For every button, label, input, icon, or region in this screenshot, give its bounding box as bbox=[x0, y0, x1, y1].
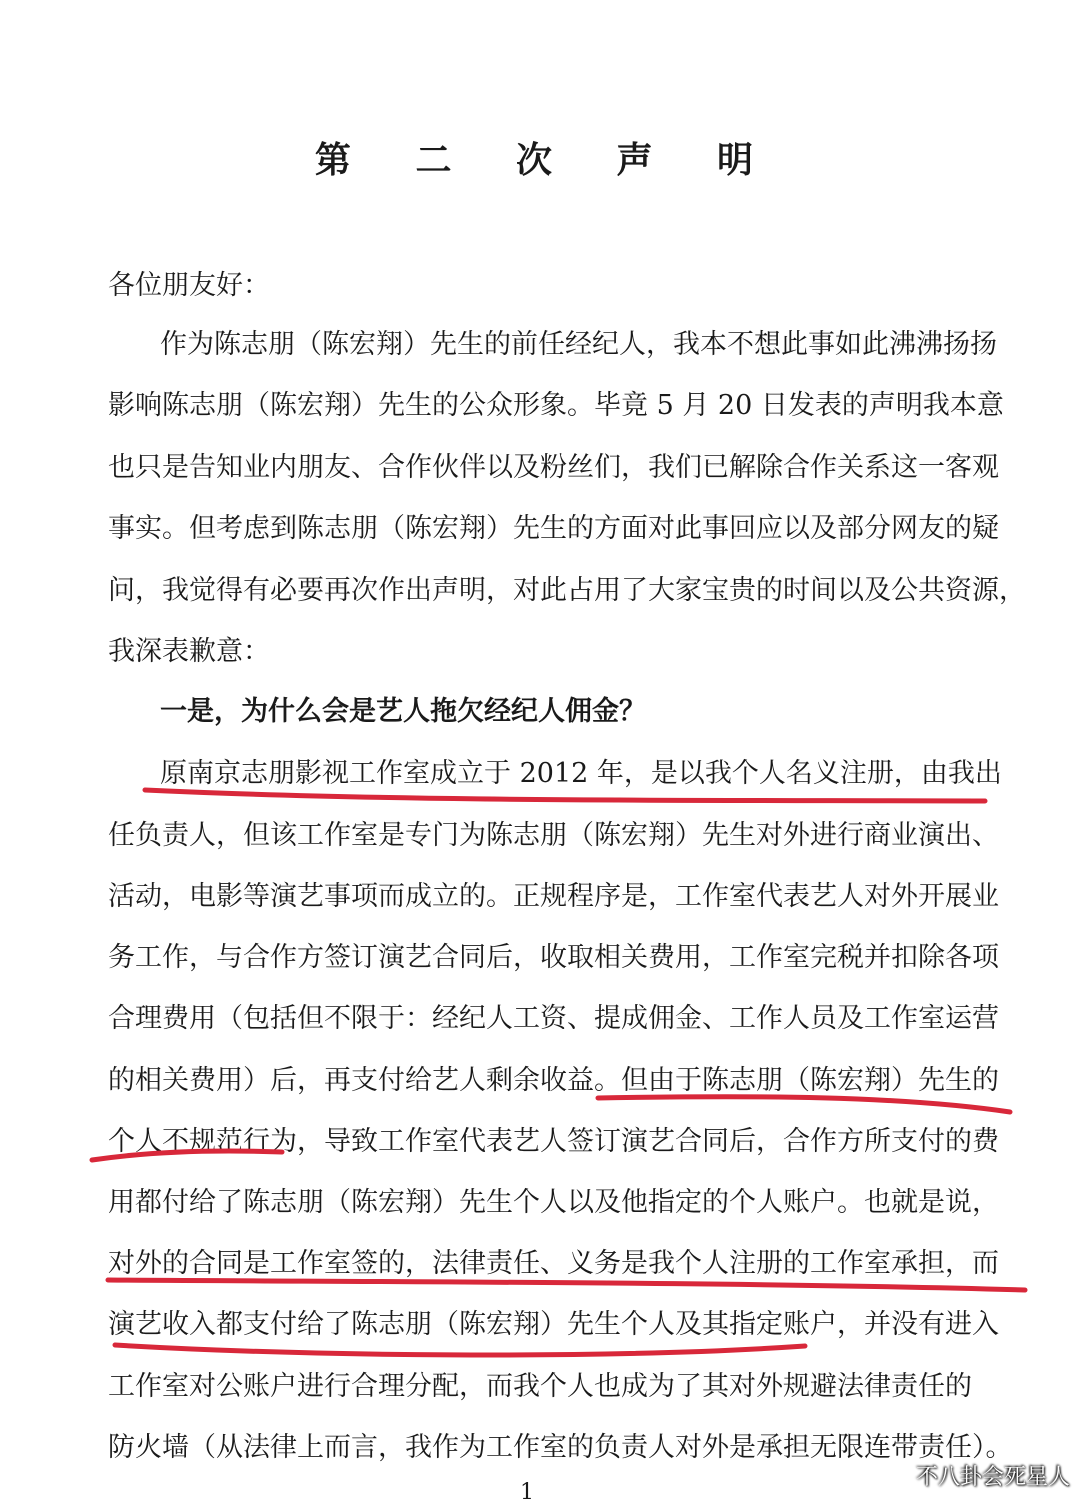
paragraph-line: 也只是告知业内朋友、合作伙伴以及粉丝们，我们已解除合作关系这一客观 bbox=[108, 452, 999, 483]
paragraph-line: 作为陈志朋（陈宏翔）先生的前任经纪人，我本不想此事如此沸沸扬扬 bbox=[160, 329, 997, 360]
document-title: 第 二 次 声 明 bbox=[314, 139, 780, 181]
underline-stroke bbox=[108, 1280, 1025, 1290]
section-heading: 一是，为什么会是艺人拖欠经纪人佣金？ bbox=[160, 696, 646, 727]
paragraph-line: 影响陈志朋（陈宏翔）先生的公众形象。毕竟 5 月 20 日发表的声明我本意 bbox=[108, 390, 1004, 421]
underline-stroke bbox=[92, 1151, 282, 1160]
underline-stroke bbox=[598, 1097, 1010, 1112]
section-line: 的相关费用）后，再支付给艺人剩余收益。但由于陈志朋（陈宏翔）先生的 bbox=[108, 1065, 999, 1096]
section-line: 务工作，与合作方签订演艺合同后，收取相关费用，工作室完税并扣除各项 bbox=[108, 942, 999, 973]
section-line: 活动，电影等演艺事项而成立的。正规程序是，工作室代表艺人对外开展业 bbox=[108, 881, 999, 912]
section-line: 任负责人，但该工作室是专门为陈志朋（陈宏翔）先生对外进行商业演出、 bbox=[108, 820, 999, 851]
section-line: 个人不规范行为，导致工作室代表艺人签订演艺合同后，合作方所支付的费 bbox=[108, 1126, 999, 1157]
section-line: 用都付给了陈志朋（陈宏翔）先生个人以及他指定的个人账户。也就是说， bbox=[108, 1187, 999, 1218]
paragraph-line: 事实。但考虑到陈志朋（陈宏翔）先生的方面对此事回应以及部分网友的疑 bbox=[108, 513, 999, 544]
underline-stroke bbox=[115, 1345, 805, 1355]
paragraph-line: 我深表歉意： bbox=[108, 636, 270, 667]
section-line: 防火墙（从法律上而言，我作为工作室的负责人对外是承担无限连带责任）。 bbox=[108, 1432, 1013, 1463]
section-line: 原南京志朋影视工作室成立于 2012 年，是以我个人名义注册，由我出 bbox=[160, 758, 1002, 789]
underline-stroke bbox=[145, 790, 985, 801]
section-line: 合理费用（包括但不限于：经纪人工资、提成佣金、工作人员及工作室运营 bbox=[108, 1003, 999, 1034]
section-line: 对外的合同是工作室签的，法律责任、义务是我个人注册的工作室承担，而 bbox=[108, 1248, 999, 1279]
page-number: 1 bbox=[520, 1480, 534, 1505]
greeting: 各位朋友好： bbox=[108, 270, 270, 301]
watermark-text: 不八卦会死星人 bbox=[915, 1465, 1070, 1490]
section-line: 演艺收入都支付给了陈志朋（陈宏翔）先生个人及其指定账户，并没有进入 bbox=[108, 1309, 999, 1340]
section-line: 工作室对公账户进行合理分配，而我个人也成为了其对外规避法律责任的 bbox=[108, 1371, 972, 1402]
paragraph-line: 问，我觉得有必要再次作出声明，对此占用了大家宝贵的时间以及公共资源， bbox=[108, 575, 1026, 606]
